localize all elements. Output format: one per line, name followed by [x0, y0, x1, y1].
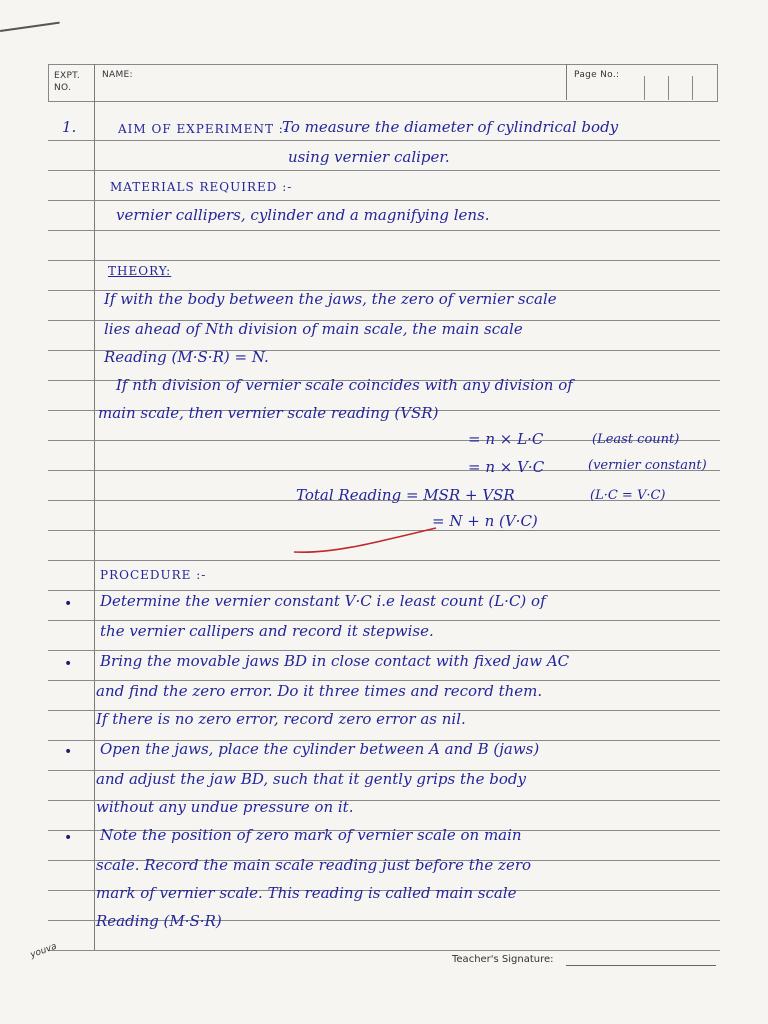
ruled-line: [48, 560, 720, 561]
page-binding-edge: [0, 22, 64, 62]
bullet: •: [64, 596, 73, 612]
equation-note: (Least count): [592, 432, 680, 447]
theory-line: lies ahead of Nth division of main scale, the main scale: [104, 320, 523, 338]
procedure-step: and find the zero error. Do it three times and record them.: [96, 682, 543, 700]
procedure-step: Open the jaws, place the cylinder between A and B (jaws): [100, 740, 540, 758]
ruled-line: [48, 230, 720, 231]
aim-text: using vernier caliper.: [288, 148, 450, 166]
ruled-line: [48, 140, 720, 141]
name-label: NAME:: [102, 70, 133, 80]
procedure-step: Reading (M·S·R): [96, 912, 222, 930]
theory-heading: THEORY:: [108, 264, 172, 278]
margin-line: [94, 100, 95, 950]
bullet: •: [64, 744, 73, 760]
procedure-step: the vernier callipers and record it stepwise.: [100, 622, 434, 640]
expt-column-divider: [94, 64, 95, 100]
brand-stamp: youva: [29, 941, 59, 961]
theory-line: Reading (M·S·R) = N.: [104, 348, 269, 366]
materials-text: vernier callipers, cylinder and a magnifying lens.: [116, 206, 490, 224]
ruled-line: [48, 200, 720, 201]
teacher-signature-label: Teacher's Signature:: [452, 954, 554, 965]
ruled-line: [48, 170, 720, 171]
procedure-step: without any undue pressure on it.: [96, 798, 354, 816]
equation: Total Reading = MSR + VSR: [296, 486, 515, 504]
theory-line: If nth division of vernier scale coincides with any division of: [116, 376, 573, 394]
aim-text: To measure the diameter of cylindrical body: [282, 118, 619, 136]
ruled-line: [48, 260, 720, 261]
page-no-divider: [566, 64, 567, 100]
procedure-step: If there is no zero error, record zero error as nil.: [96, 710, 466, 728]
equation-note: (vernier constant): [588, 458, 707, 473]
signature-line: [566, 965, 716, 966]
ruled-line: [48, 650, 720, 651]
ruled-line: [48, 950, 720, 951]
page-no-cell: [692, 76, 717, 100]
procedure-step: Determine the vernier constant V·C i.e least count (L·C) of: [100, 592, 546, 610]
equation: = n × L·C: [468, 430, 544, 448]
red-correction-mark: [290, 524, 440, 560]
procedure-step: mark of vernier scale. This reading is called main scale: [96, 884, 517, 902]
procedure-step: scale. Record the main scale reading just before the zero: [96, 856, 532, 874]
ruled-line: [48, 620, 720, 621]
procedure-heading: PROCEDURE :-: [100, 568, 207, 582]
expt-no-label: EXPT. NO.: [54, 71, 81, 93]
page-no-cell: [644, 76, 669, 100]
theory-line: main scale, then vernier scale reading (VSR): [98, 404, 439, 422]
bullet: •: [64, 830, 73, 846]
theory-line: If with the body between the jaws, the zero of vernier scale: [104, 290, 557, 308]
bullet: •: [64, 656, 73, 672]
aim-heading: AIM OF EXPERIMENT :-: [118, 122, 289, 136]
materials-heading: MATERIALS REQUIRED :-: [110, 180, 293, 194]
page-no-cell: [668, 76, 693, 100]
procedure-step: Bring the movable jaws BD in close contact with fixed jaw AC: [100, 652, 570, 670]
equation-note: (L·C = V·C): [590, 488, 666, 503]
page-no-label: Page No.:: [574, 70, 620, 80]
equation: = N + n (V·C): [432, 512, 538, 530]
experiment-number: 1.: [62, 118, 77, 136]
ruled-line: [48, 680, 720, 681]
procedure-step: and adjust the jaw BD, such that it gently grips the body: [96, 770, 527, 788]
procedure-step: Note the position of zero mark of vernier scale on main: [100, 826, 522, 844]
equation: = n × V·C: [468, 458, 545, 476]
ruled-line: [48, 590, 720, 591]
